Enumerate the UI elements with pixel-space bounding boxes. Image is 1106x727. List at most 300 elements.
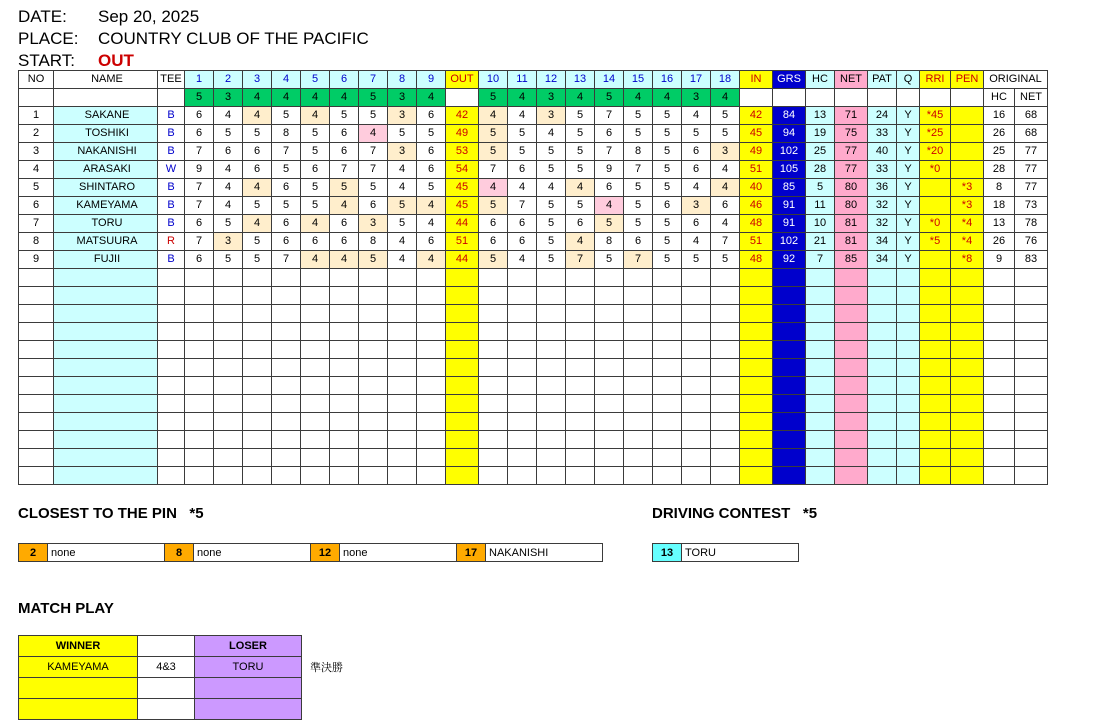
player-no: 9 <box>19 251 54 269</box>
score-hole-13: 6 <box>566 215 595 233</box>
empty-hole <box>243 467 272 485</box>
match-play-winner <box>19 699 138 720</box>
score-original-hc: 26 <box>984 125 1015 143</box>
empty-hole <box>479 359 508 377</box>
empty-pat <box>868 341 897 359</box>
col-header-hole-18: 18 <box>711 71 740 89</box>
empty-hole <box>479 305 508 323</box>
empty-pen <box>951 377 984 395</box>
score-hole-14: 4 <box>595 197 624 215</box>
score-hole-14: 6 <box>595 179 624 197</box>
score-hole-9: 6 <box>417 161 446 179</box>
score-hole-15: 8 <box>624 143 653 161</box>
par-hole-12: 3 <box>537 89 566 107</box>
score-pat: 40 <box>868 143 897 161</box>
date-value: Sep 20, 2025 <box>98 7 200 26</box>
empty-hole <box>537 377 566 395</box>
closest-name: none <box>48 544 165 562</box>
empty-hole <box>301 377 330 395</box>
empty-hole <box>682 467 711 485</box>
table-row <box>19 107 1048 125</box>
score-hole-8: 4 <box>388 161 417 179</box>
empty-no <box>19 377 54 395</box>
empty-pat <box>868 449 897 467</box>
score-hole-6: 6 <box>330 125 359 143</box>
player-name: SAKANE <box>54 107 158 125</box>
score-q: Y <box>897 107 920 125</box>
score-hole-18: 7 <box>711 233 740 251</box>
table-row <box>19 251 1048 269</box>
match-play-note <box>302 699 345 720</box>
score-hole-6: 7 <box>330 161 359 179</box>
match-play-note <box>302 678 345 699</box>
table-row-empty <box>19 377 1048 395</box>
empty-hole <box>359 413 388 431</box>
score-grs: 91 <box>773 215 806 233</box>
empty-hole <box>359 269 388 287</box>
empty-hole <box>359 395 388 413</box>
empty-hole <box>359 323 388 341</box>
col-header-pen: PEN <box>951 71 984 89</box>
empty-hole <box>301 431 330 449</box>
empty-hole <box>301 323 330 341</box>
empty-hole <box>508 413 537 431</box>
par-in-total <box>740 89 773 107</box>
table-row-empty <box>19 269 1048 287</box>
table-row-empty <box>19 287 1048 305</box>
empty-hc <box>806 287 835 305</box>
empty-in <box>740 341 773 359</box>
empty-tee <box>158 359 185 377</box>
empty-ohc <box>984 431 1015 449</box>
empty-out <box>446 287 479 305</box>
score-hole-3: 5 <box>243 233 272 251</box>
player-tee: B <box>158 107 185 125</box>
empty-ohc <box>984 305 1015 323</box>
score-hc: 11 <box>806 197 835 215</box>
empty-hole <box>566 359 595 377</box>
score-hole-16: 5 <box>653 179 682 197</box>
place-label: PLACE: <box>18 29 79 48</box>
empty-pen <box>951 305 984 323</box>
score-rri <box>920 179 951 197</box>
empty-hole <box>243 395 272 413</box>
empty-hole <box>682 449 711 467</box>
empty-name <box>54 431 158 449</box>
empty-pen <box>951 467 984 485</box>
score-hole-4: 5 <box>272 197 301 215</box>
col-header-hc: HC <box>806 71 835 89</box>
empty-name <box>54 413 158 431</box>
score-hole-7: 6 <box>359 197 388 215</box>
empty-out <box>446 305 479 323</box>
par-hole-14: 5 <box>595 89 624 107</box>
empty-hole <box>711 359 740 377</box>
empty-hole <box>653 377 682 395</box>
par-hole-2: 3 <box>214 89 243 107</box>
score-out: 49 <box>446 125 479 143</box>
empty-hole <box>595 341 624 359</box>
score-q: Y <box>897 233 920 251</box>
score-hole-4: 7 <box>272 251 301 269</box>
score-original-net: 83 <box>1015 251 1048 269</box>
empty-hole <box>479 341 508 359</box>
empty-net <box>835 341 868 359</box>
empty-pen <box>951 359 984 377</box>
empty-hc <box>806 341 835 359</box>
score-pen: *4 <box>951 215 984 233</box>
empty-hole <box>330 395 359 413</box>
match-play-score <box>138 678 195 699</box>
empty-in <box>740 305 773 323</box>
empty-hole <box>711 323 740 341</box>
score-original-net: 68 <box>1015 107 1048 125</box>
par-hole-4: 4 <box>272 89 301 107</box>
score-net: 77 <box>835 161 868 179</box>
score-hole-6: 6 <box>330 143 359 161</box>
empty-hole <box>330 449 359 467</box>
empty-hole <box>330 377 359 395</box>
scorecard-header-row <box>19 71 1048 89</box>
start-value: OUT <box>98 51 134 70</box>
empty-hole <box>653 287 682 305</box>
score-original-net: 77 <box>1015 143 1048 161</box>
scorecard-table <box>18 70 1048 485</box>
empty-hole <box>272 305 301 323</box>
col-header-hole-9: 9 <box>417 71 446 89</box>
empty-hole <box>566 449 595 467</box>
score-hole-16: 5 <box>653 143 682 161</box>
score-hole-3: 6 <box>243 143 272 161</box>
empty-onet <box>1015 287 1048 305</box>
score-hole-18: 6 <box>711 197 740 215</box>
score-hole-13: 5 <box>566 143 595 161</box>
score-net: 81 <box>835 233 868 251</box>
empty-hole <box>624 287 653 305</box>
empty-hole <box>624 413 653 431</box>
score-hole-15: 5 <box>624 107 653 125</box>
empty-hole <box>301 467 330 485</box>
empty-hole <box>214 449 243 467</box>
empty-hole <box>653 449 682 467</box>
empty-hole <box>595 413 624 431</box>
score-hole-11: 4 <box>508 179 537 197</box>
col-header-no: NO <box>19 71 54 89</box>
score-net: 77 <box>835 143 868 161</box>
score-original-net: 78 <box>1015 215 1048 233</box>
score-hole-12: 5 <box>537 161 566 179</box>
score-out: 45 <box>446 197 479 215</box>
empty-hole <box>682 305 711 323</box>
score-hole-15: 5 <box>624 125 653 143</box>
empty-hole <box>417 359 446 377</box>
empty-q <box>897 449 920 467</box>
empty-net <box>835 323 868 341</box>
empty-grs <box>773 269 806 287</box>
par-blank-no <box>19 89 54 107</box>
par-hole-11: 4 <box>508 89 537 107</box>
empty-hole <box>508 431 537 449</box>
score-hole-10: 6 <box>479 215 508 233</box>
empty-hole <box>508 467 537 485</box>
col-header-net: NET <box>835 71 868 89</box>
empty-net <box>835 269 868 287</box>
empty-grs <box>773 323 806 341</box>
score-hole-12: 5 <box>537 251 566 269</box>
score-pat: 33 <box>868 161 897 179</box>
empty-hole <box>653 413 682 431</box>
empty-hole <box>243 269 272 287</box>
empty-hc <box>806 467 835 485</box>
empty-hole <box>537 341 566 359</box>
score-hole-17: 4 <box>682 233 711 251</box>
closest-hole: 2 <box>19 544 48 562</box>
score-hole-9: 5 <box>417 125 446 143</box>
score-hole-17: 6 <box>682 143 711 161</box>
empty-hole <box>359 305 388 323</box>
empty-onet <box>1015 413 1048 431</box>
match-play-note: 準決勝 <box>310 662 343 674</box>
empty-hole <box>301 341 330 359</box>
empty-net <box>835 287 868 305</box>
par-hole-17: 3 <box>682 89 711 107</box>
empty-hole <box>537 431 566 449</box>
col-header-in: IN <box>740 71 773 89</box>
score-hole-13: 4 <box>566 179 595 197</box>
empty-grs <box>773 395 806 413</box>
empty-name <box>54 269 158 287</box>
col-header-pat: PAT <box>868 71 897 89</box>
empty-no <box>19 395 54 413</box>
empty-hole <box>185 449 214 467</box>
score-hole-9: 6 <box>417 143 446 161</box>
empty-hole <box>566 377 595 395</box>
score-hole-6: 5 <box>330 179 359 197</box>
empty-hole <box>388 305 417 323</box>
empty-hole <box>417 449 446 467</box>
par-hole-9: 4 <box>417 89 446 107</box>
score-rri: *0 <box>920 215 951 233</box>
score-pen: *3 <box>951 179 984 197</box>
empty-pen <box>951 323 984 341</box>
empty-hole <box>653 323 682 341</box>
score-out: 53 <box>446 143 479 161</box>
empty-no <box>19 413 54 431</box>
score-out: 54 <box>446 161 479 179</box>
empty-hole <box>624 377 653 395</box>
col-header-tee: TEE <box>158 71 185 89</box>
empty-hole <box>624 323 653 341</box>
empty-hole <box>508 305 537 323</box>
empty-tee <box>158 467 185 485</box>
empty-hole <box>711 431 740 449</box>
empty-grs <box>773 431 806 449</box>
score-hole-11: 6 <box>508 233 537 251</box>
empty-name <box>54 323 158 341</box>
empty-q <box>897 467 920 485</box>
player-no: 5 <box>19 179 54 197</box>
empty-hole <box>508 395 537 413</box>
score-hole-5: 6 <box>301 161 330 179</box>
empty-hole <box>624 467 653 485</box>
score-hole-9: 4 <box>417 197 446 215</box>
empty-hole <box>330 269 359 287</box>
empty-hole <box>595 305 624 323</box>
score-hole-11: 7 <box>508 197 537 215</box>
par-rri <box>920 89 951 107</box>
score-rri: *20 <box>920 143 951 161</box>
empty-grs <box>773 449 806 467</box>
empty-hole <box>595 377 624 395</box>
score-hole-4: 6 <box>272 215 301 233</box>
score-hole-2: 4 <box>214 107 243 125</box>
player-name: NAKANISHI <box>54 143 158 161</box>
empty-hole <box>537 287 566 305</box>
score-out: 44 <box>446 215 479 233</box>
empty-hole <box>243 323 272 341</box>
empty-onet <box>1015 449 1048 467</box>
score-pat: 33 <box>868 125 897 143</box>
par-net <box>835 89 868 107</box>
score-q: Y <box>897 179 920 197</box>
empty-hole <box>566 341 595 359</box>
score-net: 80 <box>835 197 868 215</box>
empty-hole <box>417 377 446 395</box>
empty-hole <box>624 359 653 377</box>
score-in: 51 <box>740 233 773 251</box>
empty-hole <box>185 359 214 377</box>
score-hole-6: 4 <box>330 251 359 269</box>
empty-name <box>54 395 158 413</box>
empty-hole <box>682 431 711 449</box>
col-header-rri: RRI <box>920 71 951 89</box>
col-header-hole-10: 10 <box>479 71 508 89</box>
empty-hole <box>417 467 446 485</box>
score-grs: 105 <box>773 161 806 179</box>
empty-hole <box>682 323 711 341</box>
empty-hole <box>330 467 359 485</box>
col-header-hole-3: 3 <box>243 71 272 89</box>
closest-row <box>19 544 603 562</box>
closest-name: none <box>194 544 311 562</box>
score-net: 75 <box>835 125 868 143</box>
par-hole-3: 4 <box>243 89 272 107</box>
empty-hole <box>185 341 214 359</box>
player-tee: W <box>158 161 185 179</box>
empty-in <box>740 287 773 305</box>
score-rri <box>920 251 951 269</box>
empty-rri <box>920 323 951 341</box>
empty-hole <box>479 269 508 287</box>
score-grs: 91 <box>773 197 806 215</box>
col-header-hole-14: 14 <box>595 71 624 89</box>
score-pen <box>951 125 984 143</box>
par-pen <box>951 89 984 107</box>
score-hole-14: 5 <box>595 215 624 233</box>
par-hole-18: 4 <box>711 89 740 107</box>
player-tee: B <box>158 197 185 215</box>
match-play-winner <box>19 678 138 699</box>
player-name: KAMEYAMA <box>54 197 158 215</box>
empty-hole <box>243 341 272 359</box>
score-grs: 92 <box>773 251 806 269</box>
table-row <box>19 161 1048 179</box>
empty-hole <box>682 377 711 395</box>
empty-ohc <box>984 287 1015 305</box>
score-hole-8: 4 <box>388 179 417 197</box>
empty-pen <box>951 449 984 467</box>
empty-hc <box>806 395 835 413</box>
empty-hole <box>479 395 508 413</box>
empty-hole <box>537 395 566 413</box>
match-play-loser: TORU <box>195 657 302 678</box>
empty-hole <box>301 269 330 287</box>
score-hole-1: 7 <box>185 179 214 197</box>
score-hole-2: 6 <box>214 143 243 161</box>
empty-hole <box>243 359 272 377</box>
empty-rri <box>920 431 951 449</box>
match-play-loser <box>195 678 302 699</box>
empty-name <box>54 449 158 467</box>
col-header-hole-4: 4 <box>272 71 301 89</box>
empty-hole <box>185 467 214 485</box>
empty-ohc <box>984 467 1015 485</box>
score-hole-9: 6 <box>417 233 446 251</box>
score-hole-1: 6 <box>185 107 214 125</box>
empty-hole <box>595 287 624 305</box>
score-hole-6: 6 <box>330 233 359 251</box>
score-q: Y <box>897 161 920 179</box>
empty-hole <box>595 449 624 467</box>
empty-pat <box>868 287 897 305</box>
empty-hole <box>243 431 272 449</box>
score-net: 80 <box>835 179 868 197</box>
empty-rri <box>920 377 951 395</box>
score-q: Y <box>897 215 920 233</box>
score-hole-17: 5 <box>682 251 711 269</box>
score-in: 40 <box>740 179 773 197</box>
empty-name <box>54 305 158 323</box>
empty-hole <box>417 323 446 341</box>
empty-hole <box>330 287 359 305</box>
score-hole-4: 5 <box>272 161 301 179</box>
empty-hole <box>479 413 508 431</box>
score-hole-18: 5 <box>711 125 740 143</box>
empty-hole <box>388 377 417 395</box>
score-hole-13: 7 <box>566 251 595 269</box>
score-hole-11: 6 <box>508 215 537 233</box>
score-out: 45 <box>446 179 479 197</box>
score-hole-13: 5 <box>566 125 595 143</box>
score-hc: 5 <box>806 179 835 197</box>
empty-in <box>740 467 773 485</box>
empty-hole <box>301 395 330 413</box>
empty-out <box>446 395 479 413</box>
empty-no <box>19 341 54 359</box>
score-hole-15: 7 <box>624 251 653 269</box>
closest-to-pin-table-wrap <box>18 543 603 562</box>
score-hole-10: 4 <box>479 179 508 197</box>
player-tee: R <box>158 233 185 251</box>
par-row <box>19 89 1048 107</box>
score-hole-12: 3 <box>537 107 566 125</box>
empty-name <box>54 377 158 395</box>
empty-hole <box>359 467 388 485</box>
empty-out <box>446 341 479 359</box>
empty-hole <box>243 305 272 323</box>
player-no: 1 <box>19 107 54 125</box>
empty-hole <box>595 467 624 485</box>
